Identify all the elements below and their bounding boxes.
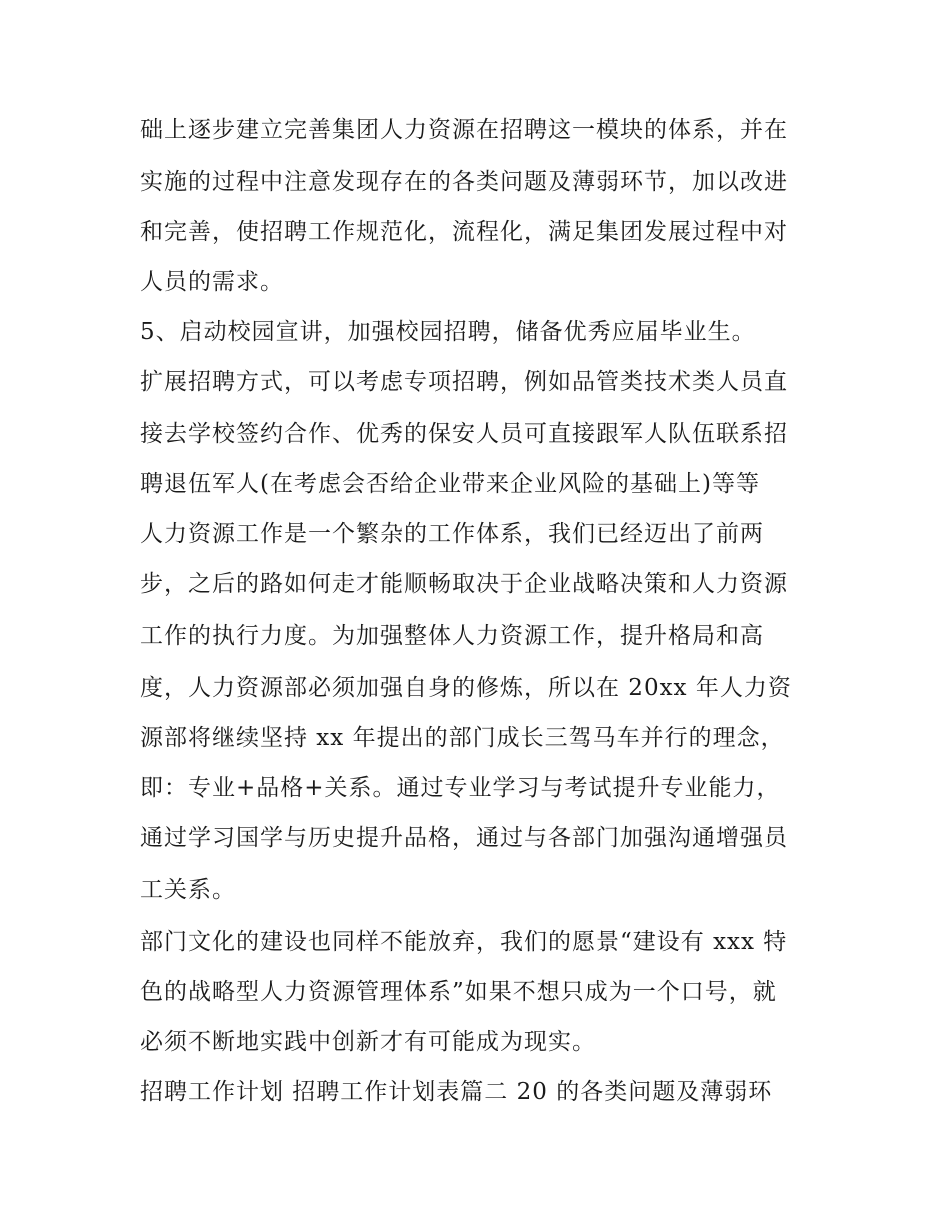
text-line: 部门文化的建设也同样不能放弃，我们的愿景“建设有 xxx 特 (140, 929, 788, 955)
text-line: 源部将继续坚持 xx 年提出的部门成长三驾马车并行的理念， (140, 725, 785, 751)
text-line: 人力资源工作是一个繁杂的工作体系，我们已经迈出了前两 (140, 521, 764, 547)
text-line: 工作的执行力度。为加强整体人力资源工作，提升格局和高 (140, 623, 764, 649)
text-line: 人员的需求。 (140, 269, 284, 295)
text-line: 通过学习国学与历史提升品格，通过与各部门加强沟通增强员 (140, 825, 788, 851)
text-line: 聘退伍军人(在考虑会否给企业带来企业风险的基础上)等等 (140, 471, 760, 497)
text-line: 招聘工作计划 招聘工作计划表篇二 20 的各类问题及薄弱环 (140, 1079, 773, 1105)
text-line: 度，人力资源部必须加强自身的修炼，所以在 20xx 年人力资 (140, 675, 792, 701)
text-line: 接去学校签约合作、优秀的保安人员可直接跟军人队伍联系招 (140, 421, 788, 447)
text-line: 工关系。 (140, 877, 236, 903)
text-line: 和完善，使招聘工作规范化，流程化，满足集团发展过程中对 (140, 219, 788, 245)
text-line: 实施的过程中注意发现存在的各类问题及薄弱环节，加以改进 (140, 169, 788, 195)
text-line: 扩展招聘方式，可以考虑专项招聘，例如品管类技术类人员直 (140, 369, 788, 395)
text-line: 即：专业+品格+关系。通过专业学习与考试提升专业能力， (140, 775, 781, 801)
text-line: 必须不断地实践中创新才有可能成为现实。 (140, 1029, 596, 1055)
text-line: 5、启动校园宣讲，加强校园招聘，储备优秀应届毕业生。 (140, 319, 756, 345)
text-line: 础上逐步建立完善集团人力资源在招聘这一模块的体系，并在 (140, 117, 788, 143)
text-line: 步，之后的路如何走才能顺畅取决于企业战略决策和人力资源 (140, 571, 788, 597)
text-line: 色的战略型人力资源管理体系”如果不想只成为一个口号，就 (140, 979, 777, 1005)
